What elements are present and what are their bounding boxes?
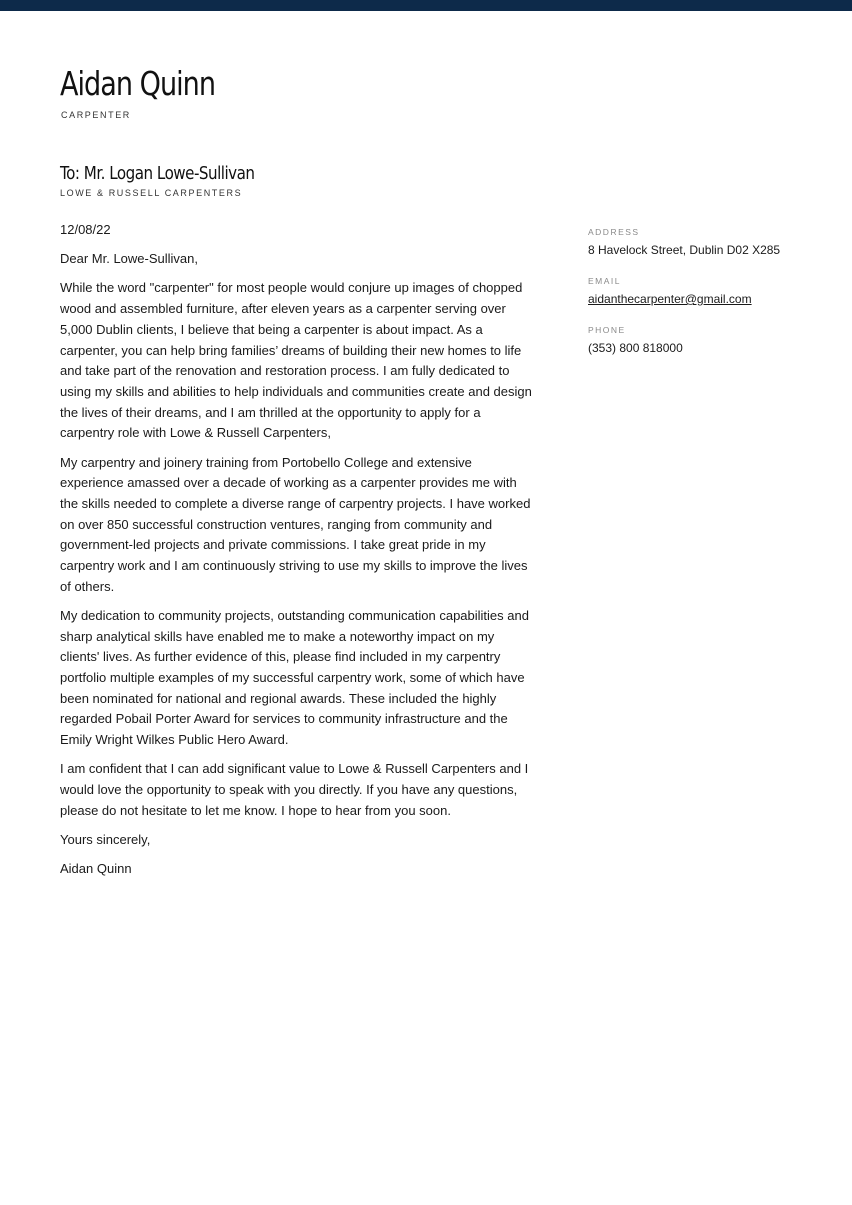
letter-paragraph: My dedication to community projects, outstanding communication capabilities and sharp analytical skills have enabled me to make a noteworthy impact on my clients' lives. As further evidence of this, please find included in my carpentry portfolio multiple examples of my successful carpentry work, some of which have been nominated for national and regional awards. These included the highly regarded Pobail Porter Award for services to community infrastructure and the Emily Wright Wilkes Public Hero Award.	[60, 607, 529, 748]
letter-paragraph: While the word "carpenter" for most people would conjure up images of chopped wood and assembled furniture, after eleven years as a carpenter serving over 5,000 Dublin clients, I believe that being a carpenter is about impact. As a carpenter, you can help bring families’ dreams of building their new homes to life and take part of the renovation and restoration process. I am fully dedicated to using my skills and abilities to help individuals and communities create and design the lives of their dreams, and I am thrilled at the opportunity to apply for a carpentry role with Lowe & Russell Carpenters,	[60, 280, 532, 441]
letter-signature: Aidan Quinn	[60, 861, 132, 877]
letter-date: 12/08/22	[60, 222, 111, 237]
applicant-name: Aidan Quinn	[60, 64, 215, 103]
contact-address	[588, 226, 828, 258]
phone-label: PHONE	[588, 325, 626, 335]
email-label: EMAIL	[588, 276, 622, 286]
letter-closing: Yours sincerely,	[60, 831, 151, 847]
email-link[interactable]: aidanthecarpenter@gmail.com	[588, 292, 752, 306]
recipient-name: To: Mr. Logan Lowe-Sullivan	[60, 163, 255, 184]
phone-value: (353) 800 818000	[588, 341, 683, 355]
email-value-wrapper	[588, 291, 828, 307]
applicant-role: CARPENTER	[61, 110, 131, 120]
contact-sidebar	[588, 226, 828, 373]
contact-phone	[588, 324, 828, 356]
letter-paragraph: I am confident that I can add significant value to Lowe & Russell Carpenters and I would love the opportunity to speak with you directly. If you have any questions, please do not hesitate to let me know. I hope to hear from you soon.	[60, 761, 529, 818]
letter-body	[60, 220, 536, 888]
address-label: ADDRESS	[588, 227, 640, 237]
recipient-company: LOWE & RUSSELL CARPENTERS	[60, 188, 243, 198]
address-value: 8 Havelock Street, Dublin D02 X285	[588, 243, 781, 257]
letter-paragraph: My carpentry and joinery training from Portobello College and extensive experience amassed over a decade of working as a carpenter provides me with the skills needed to complete a diverse range of carpentry projects. I have worked on over 850 successful construction ventures, ranging from community and government-led projects and private commissions. I take great pride in my carpentry work and I am continuously striving to use my skills to improve the lives of others.	[60, 454, 531, 594]
header-accent-bar	[0, 0, 852, 11]
contact-email	[588, 275, 828, 307]
letter-salutation: Dear Mr. Lowe-Sullivan,	[60, 251, 198, 267]
